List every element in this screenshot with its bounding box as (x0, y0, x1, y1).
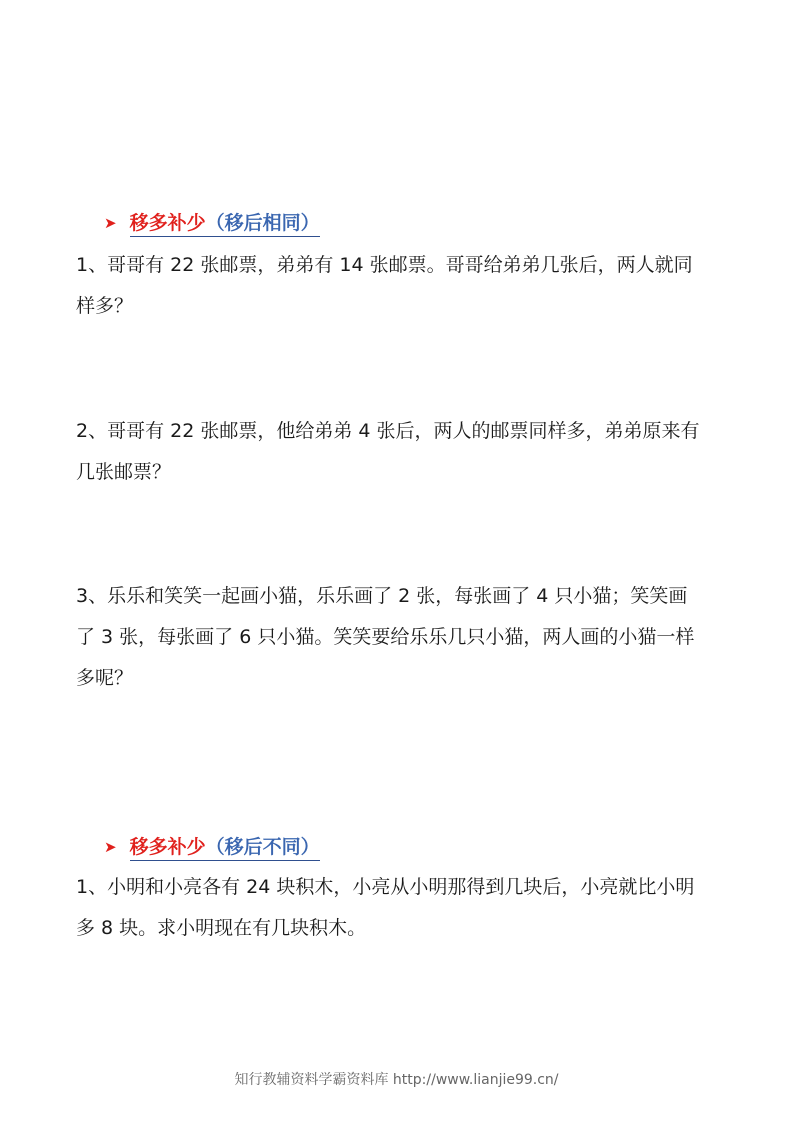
problem-1-1 (76, 245, 726, 327)
problem-2-1 (76, 867, 726, 949)
problem-line: 多 8 块。求小明现在有几块积木。 (76, 917, 367, 939)
section-title-2 (130, 832, 320, 861)
section-title-main: 移多补少 (129, 836, 206, 858)
arrow-bullet-icon: ➤ (104, 213, 117, 232)
section-title-main: 移多补少 (129, 212, 206, 234)
footer-watermark: 知行教辅资料学霸资料库 http://www.lianjie99.cn/ (234, 1072, 559, 1088)
arrow-bullet-icon: ➤ (104, 837, 117, 856)
problem-line: 3、乐乐和笑笑一起画小猫，乐乐画了 2 张，每张画了 4 只小猫；笑笑画 (76, 585, 688, 607)
problem-1-3 (76, 576, 726, 699)
problem-line: 了 3 张，每张画了 6 只小猫。笑笑要给乐乐几只小猫，两人画的小猫一样 (76, 626, 695, 648)
problem-line: 1、哥哥有 22 张邮票，弟弟有 14 张邮票。哥哥给弟弟几张后，两人就同 (76, 254, 693, 276)
section-heading-2 (104, 832, 320, 861)
section-title-sub: （移后相同） (205, 212, 320, 234)
problem-line: 多呢？ (76, 667, 134, 689)
section-title-sub: （移后不同） (205, 836, 320, 858)
problem-line: 1、小明和小亮各有 24 块积木，小亮从小明那得到几块后，小亮就比小明 (76, 876, 695, 898)
problem-line: 几张邮票？ (76, 461, 172, 483)
problem-line: 样多？ (76, 295, 134, 317)
problem-line: 2、哥哥有 22 张邮票，他给弟弟 4 张后，两人的邮票同样多，弟弟原来有 (76, 420, 700, 442)
section-title-1 (130, 208, 320, 237)
section-heading-1 (104, 208, 320, 237)
problem-1-2 (76, 411, 726, 493)
